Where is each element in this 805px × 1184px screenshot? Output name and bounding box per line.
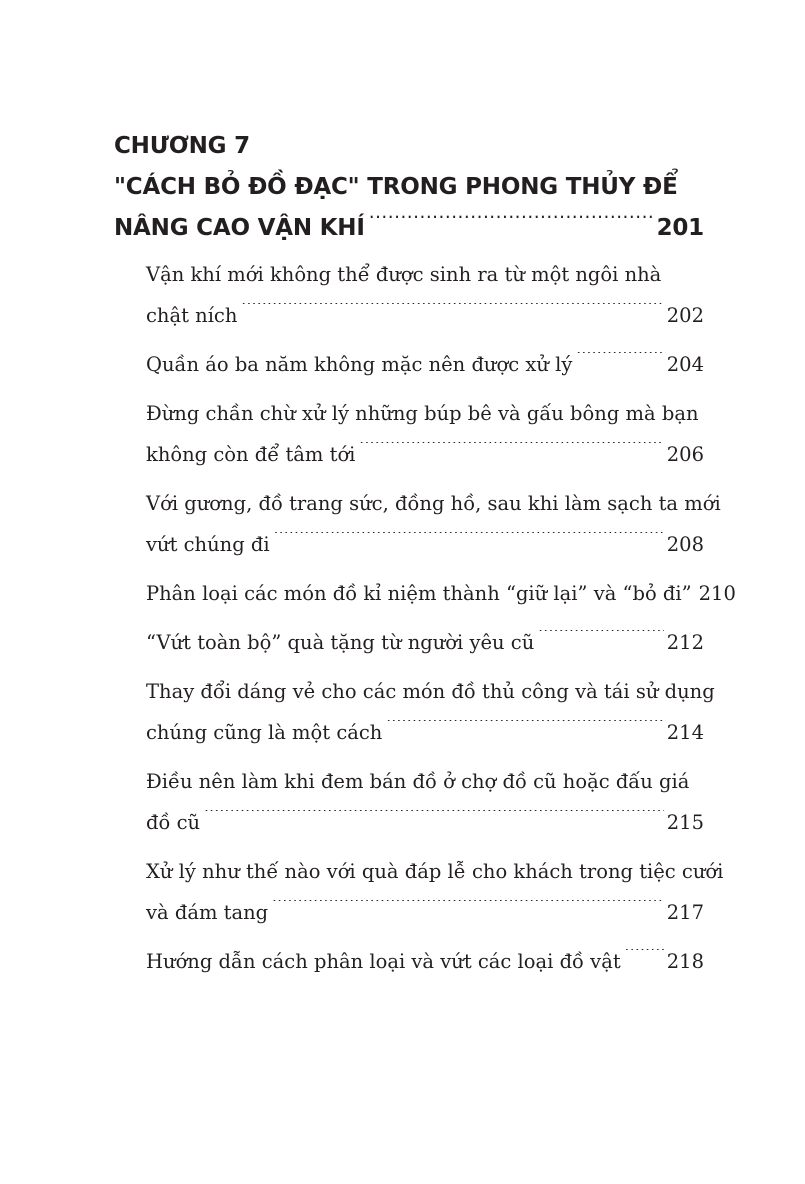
toc-page-number: 210 [698,582,736,605]
toc-entry-title: Hướng dẫn cách phân loại và vứt các loại đồ vật [146,950,621,973]
toc-entry-line: Thay đổi dáng vẻ cho các món đồ thủ công và tái sử dụng [146,680,715,703]
dot-leader [538,630,663,650]
dot-leader [369,212,654,235]
toc-entry [146,344,704,385]
toc-entry-title: đồ cũ [146,811,201,834]
chapter-title-line2: NÂNG CAO VẬN KHÍ [114,215,365,241]
toc-entry [146,671,715,753]
toc-entry [146,622,704,663]
toc-page-number: 202 [666,304,704,327]
toc-entry-line: Xử lý như thế nào với quà đáp lễ cho khách trong tiệc cưới [146,860,724,883]
toc-entry-title: và đám tang [146,901,269,924]
chapter-title-line2-row [114,208,704,249]
dot-leader [386,720,663,740]
toc-entry-line: Đừng chần chừ xử lý những búp bê và gấu bông mà bạn [146,402,699,425]
dot-leader [204,810,664,830]
dot-leader [274,532,664,552]
toc-entry-title: “Vứt toàn bộ” quà tặng từ người yêu cũ [146,631,535,654]
toc-page-number: 214 [666,721,704,744]
dot-leader [241,303,663,323]
toc-page-number: 218 [666,950,704,973]
toc-entry-line: Với gương, đồ trang sức, đồng hồ, sau khi làm sạch ta mới [146,492,721,515]
dot-leader [576,352,663,372]
toc-entry-last-row [146,434,704,475]
toc-page-number: 215 [666,811,704,834]
toc-entry [146,483,721,565]
chapter-page-number: 201 [656,215,704,241]
toc-page-number: 204 [666,353,704,376]
toc-entry-title: không còn để tâm tới [146,443,356,466]
toc-page-number: 206 [666,443,704,466]
toc-entry-title: chúng cũng là một cách [146,721,383,744]
toc-entry-last-row [146,295,704,336]
toc-entries [146,254,736,990]
chapter-label: CHƯƠNG 7 [114,133,250,159]
toc-entry-last-row [146,344,704,385]
toc-entry [146,941,704,982]
toc-entry-line: Điều nên làm khi đem bán đồ ở chợ đồ cũ hoặc đấu giá [146,770,690,793]
toc-entry-last-row [146,941,704,982]
toc-entry-line: Vận khí mới không thể được sinh ra từ một ngôi nhà [146,263,662,286]
toc-entry [146,254,704,336]
dot-leader [272,900,664,920]
toc-entry-title: vứt chúng đi [146,533,270,556]
toc-entry-last-row [146,802,704,843]
toc-entry-last-row [146,573,736,614]
dot-leader [359,442,663,462]
toc-entry-last-row [146,712,704,753]
toc-entry [146,761,704,843]
chapter-heading [114,126,704,249]
dot-leader [625,949,664,969]
toc-entry-last-row [146,622,704,663]
toc-entry-title: Quần áo ba năm không mặc nên được xử lý [146,353,573,376]
chapter-title-line1: "CÁCH BỎ ĐỒ ĐẠC" TRONG PHONG THỦY ĐỂ [114,174,678,200]
toc-entry-last-row [146,892,704,933]
toc-entry-title: chật ních [146,304,238,327]
toc-entry-last-row [146,524,704,565]
toc-page-number: 208 [666,533,704,556]
toc-page-number: 212 [666,631,704,654]
toc-page-number: 217 [666,901,704,924]
toc-entry [146,851,724,933]
toc-entry-title: Phân loại các món đồ kỉ niệm thành “giữ lại” và “bỏ đi” [146,582,692,605]
toc-entry [146,393,704,475]
toc-entry [146,573,736,614]
